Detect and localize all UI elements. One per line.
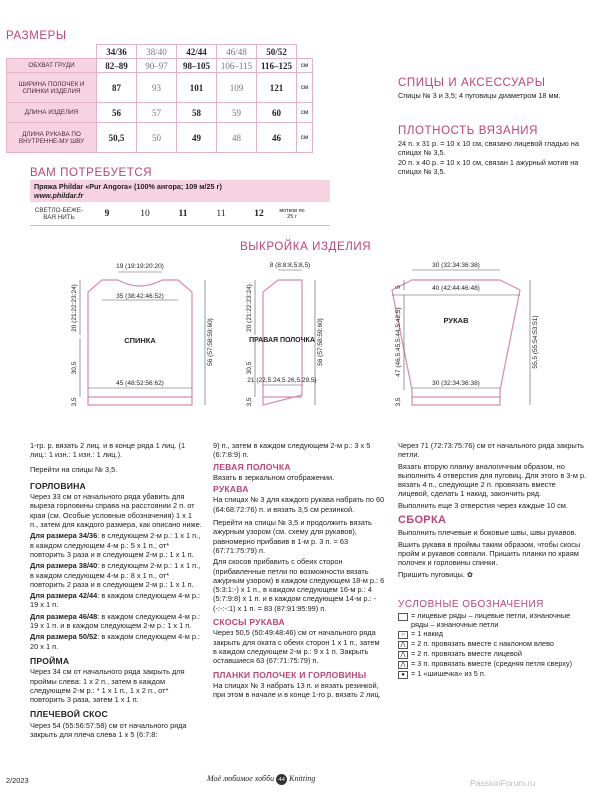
cell: 116–125 (257, 59, 297, 73)
size-instruction: Для размера 50/52: в каждом следующем 4-м р.: 20 х 1 п. (30, 632, 201, 651)
cell: 50 (137, 123, 177, 153)
col3-intro2: Вязать вторую планку аналогичным образом, но выполнить 4 отверстия для пуговиц. Для этого в 3-м р. вязать 4 п., следующие 2 п. провязать вместе лицевой, сделать 1 накид, закончить ряд. (398, 461, 587, 499)
back-name: СПИНКА (124, 336, 156, 345)
magazine-name: Моё любимое хобби (207, 774, 275, 783)
diagram-title: ВЫКРОЙКА ИЗДЕЛИЯ (240, 241, 372, 253)
cell: 60 (257, 103, 297, 123)
col1-intro2: Перейти на спицы № 3,5. (30, 464, 118, 474)
cell: 121 (257, 73, 297, 103)
back-rib-label: 3,5 (71, 397, 78, 407)
cell: 98–105 (177, 59, 217, 73)
cell: 93 (137, 73, 177, 103)
yarn-over-icon: ○ (398, 631, 408, 639)
assembly-title: СБОРКА (398, 514, 447, 527)
sleeve-body-label: 47 (46,5:45,5:44,5:42,5) (395, 307, 402, 377)
planks-title: ПЛАНКИ ПОЛОЧЕК И ГОРЛОВИНЫ (213, 669, 367, 680)
cell: 87 (97, 73, 137, 103)
sizes-table (6, 44, 313, 153)
row-label: ДЛИНА РУКАВА ПО ВНУТРЕННЕ-МУ ШВУ (7, 123, 97, 153)
col1-intro: 1-гр. р. вязать 2 лиц. и в конце ряда 1 лиц. (1 лиц.: 1 изн.: 1 изн.: 1 лиц.). (30, 441, 186, 460)
unit-cell: см (297, 103, 313, 123)
sizes-row (7, 123, 313, 153)
neck-text: Через 33 см от начального ряда убавить для выреза горловины справа на расстоянии 2 п. от края (см. Особые условные обозначения) 1 х 1 п., затем для каждого размера, как описано ниже. (30, 492, 202, 530)
magazine-footer (207, 774, 315, 785)
sizes-title: РАЗМЕРЫ (6, 30, 67, 42)
shoulder-title: ПЛЕЧЕВОЙ СКОС (30, 709, 108, 720)
sizes-row (7, 103, 313, 123)
sleeve-rib-label: 3,5 (395, 397, 402, 407)
column-3 (398, 441, 588, 680)
sizes-header-row (7, 45, 313, 59)
yarn-site: www.phildar.fr (34, 191, 84, 200)
armhole-title: ПРОЙМА (30, 655, 70, 666)
assembly-text: Выполнить плечевые и боковые швы, швы рукавов. (398, 528, 577, 538)
legend-item: ● = 1 «шишечка» из 5 п. (398, 670, 588, 679)
legend-item: ○ = 1 накид (398, 630, 588, 639)
front-bottom-label: 21 (22,5:24,5 26,5:29,5) (247, 377, 317, 384)
needles-text: Спицы № 3 и 3,5; 4 пуговицы диаметром 18 мм. (398, 91, 561, 100)
back-shoulder-label: 35 (38:42:46:52) (116, 293, 164, 300)
size-header: 46/48 (217, 45, 257, 59)
cell: 109 (217, 73, 257, 103)
sizes-row (7, 59, 313, 73)
size-instruction: Для размера 42/44: в каждом следующем 4-м р.: 19 х 1 п. (30, 591, 201, 610)
gauge-text-2: 20 п. х 40 р. = 10 х 10 см, связан 1 ажурный мотив на спицах № 3,5. (398, 158, 579, 177)
armhole-text: Через 34 см от начального ряда закрыть для проймы слева: 1 х 2 п., затем в каждом следующем 2-м р.: * 1 х 1 п., 1 х 2 п., от* повторить 3 раза, затем 1 х 1 п. (30, 667, 185, 705)
size-instruction: Для размера 46/48: в каждом следующем 4-м р.: 19 х 1 п. и в каждом следующем 2-м р.: 1 х 1 п. (30, 611, 201, 631)
row-label: ОБХВАТ ГРУДИ (7, 59, 97, 73)
size-instruction: Для размера 34/36: в следующем 2-м р.: 1 х 1 п., в каждом следующем 4-м р.: 5 х 1 п., от* повторить 3 раза и в следующем 2-м р.: 1 х 1 п. (30, 531, 201, 559)
k3tog-icon: ⋀ (398, 661, 408, 669)
sleeve-top-label: 30 (32:34:36:38) (432, 262, 480, 269)
section-name: Knitting (289, 774, 316, 783)
cell: 57 (137, 103, 177, 123)
left-front-title: ЛЕВАЯ ПОЛОЧКА (213, 461, 291, 472)
back-side-label: 30,5 (71, 361, 78, 375)
unit-cell: см (297, 59, 313, 73)
legend-title: УСЛОВНЫЕ ОБОЗНАЧЕНИЯ (398, 598, 544, 610)
front-name: ПРАВАЯ ПОЛОЧКА (249, 337, 315, 344)
assembly-text-2: Вшить рукава в проймы таким образом, чтобы скосы пройм и рукавов совпали. Пришить планки по краям полочек и горловины спинки. (398, 539, 581, 568)
cell: 106–115 (217, 59, 257, 73)
legend-item: ⋀ = 2 п. провязать вместе лицевой (398, 650, 588, 659)
shoulder-text: Через 54 (55:56:57:58) см от начального ряда закрыть для плеча слева 1 х 5 (6:7:8: (30, 720, 187, 740)
sleeve-text: На спицах № 3 для каждого рукава набрать по 60 (64:68:72:76) п. и вязать 3,5 см резинкой. (213, 495, 385, 514)
back-length-label: 56 (57:58:59:60) (207, 318, 214, 366)
col3-intro: Через 71 (72:73:75:76) см от начального ряда закрыть петли. (398, 441, 584, 460)
cell: 46 (257, 123, 297, 153)
cell: 59 (217, 103, 257, 123)
col2-intro: 9) п., затем в каждом следующем 2-м р.: 3 х 5 (6:7:8:9) п. (213, 441, 371, 460)
cell: 90–97 (137, 59, 177, 73)
size-header: 50/52 (257, 45, 297, 59)
sleeve-title: РУКАВА (213, 484, 249, 495)
cell: 56 (97, 103, 137, 123)
neck-title: ГОРЛОВИНА (30, 480, 86, 491)
k2tog-icon: ⋀ (398, 651, 408, 659)
bobble-icon: ● (398, 671, 408, 679)
planks-text: На спицах № 3 набрать 13 п. и вязать резинкой, при этом в начале и в конце 1-го р. вязать 2 лиц. (213, 680, 381, 700)
skein-count: 10 (140, 208, 150, 219)
front-rib-label: 3,5 (246, 397, 253, 407)
cell: 50,5 (97, 123, 137, 153)
bevel-text: Через 50,5 (50:49:48:46) см от начального ряда закрыть для оката с обеих сторон 1 х 1 п., затем в каждом следующем 2-м р.: 9 х 1 п. Закрыть оставшиеся 63 (67:71:75:79) п. (213, 628, 380, 666)
gauge-text-1: 24 п. х 31 р. = 10 х 10 см, связано лицевой гладью на спицах № 3,5. (398, 139, 579, 158)
cell: 58 (177, 103, 217, 123)
yarn-name: Пряжа Phildar «Pur Angora» (100% ангора; 109 м/25 г) (34, 182, 222, 191)
knit-stitch-icon (398, 613, 408, 621)
skein-count: 9 (104, 208, 110, 219)
color-label: СВЕТЛО-БЕЖЕ-ВАЯ НИТЬ (34, 206, 84, 221)
watermark: PassionForum.ru (470, 778, 536, 788)
front-armhole-label: 20 (21:22:23:24) (246, 284, 253, 332)
back-armhole-label: 20 (21:22:23:24) (71, 284, 78, 332)
assembly-text-3: Пришить пуговицы. ✿ (398, 569, 473, 579)
skein-count: 12 (254, 208, 264, 219)
size-instruction: Для размера 38/40: в следующем 2-м р.: 1 х 1 п., в каждом следующем 4-м р.: 8 х 1 п., от* повторить 2 раза и в следующем 2-м р.: 1 х 1 п. (30, 561, 201, 589)
sleeve-length-label: 55,5 (55:54:53:51) (532, 315, 539, 369)
skein-unit: мотков по 25 г (279, 207, 305, 220)
unit-cell: см (297, 123, 313, 153)
needles-title: СПИЦЫ И АКСЕССУАРЫ (398, 77, 546, 89)
size-header: 38/40 (137, 45, 177, 59)
need-title: ВАМ ПОТРЕБУЕТСЯ (30, 167, 153, 179)
column-2 (213, 441, 385, 701)
sleeve-name: РУКАВ (443, 316, 469, 325)
sleeve-mid-label: 40 (42:44:46:48) (432, 285, 480, 292)
skein-count: 11 (216, 208, 226, 219)
need-box (30, 180, 330, 226)
yarn-info (30, 180, 330, 202)
cell: 101 (177, 73, 217, 103)
legend-item: = лицевые ряды – лицевые петли, изнаночные ряды – изнаночные петли (398, 612, 588, 629)
front-side-label: 30,5 (246, 361, 253, 375)
issue-number: 2/2023 (6, 776, 29, 785)
cell: 48 (217, 123, 257, 153)
column-1 (30, 441, 202, 741)
page-number-badge: 44 (276, 774, 287, 785)
back-bottom-label: 45 (48:52:56:62) (116, 380, 164, 387)
sizes-row (7, 73, 313, 103)
left-front-text: Вязать в зеркальном отображении. (213, 472, 335, 482)
row-label: ШИРИНА ПОЛОЧЕК И СПИНКИ ИЗДЕЛИЯ (7, 73, 97, 103)
col3-intro3: Выполнить еще 3 отверстия через каждые 10 см. (398, 500, 568, 510)
k2tog-left-icon: ⋀ (398, 641, 408, 649)
gauge-title: ПЛОТНОСТЬ ВЯЗАНИЯ (398, 125, 539, 137)
row-label: ДЛИНА ИЗДЕЛИЯ (7, 103, 97, 123)
pattern-diagram (0, 250, 597, 430)
skein-count: 11 (178, 208, 188, 219)
size-header: 34/36 (97, 45, 137, 59)
size-header: 42/44 (177, 45, 217, 59)
sleeve-bottom-label: 30 (32:34:36:38) (432, 380, 480, 387)
sleeve-cap-label: 5 (395, 285, 402, 289)
sleeve-text-2: Перейти на спицы № 3,5 и продолжить вязать ажурным узором (см. схему для рукавов), равномерно прибавив в 1-м р. 3 п. = 63 (67:71:75:79) п. (213, 518, 372, 555)
end-mark-icon: ✿ (466, 571, 473, 579)
legend-item: ⋀ = 2 п. провязать вместе с наклоном влево (398, 640, 588, 649)
back-neck-label: 19 (19:19:20:20) (116, 263, 164, 270)
color-row (30, 202, 330, 226)
sleeve-text-3: Для скосов прибавить с обеих сторон (прибавленные петли по возможности вязать ажурным узором) в каждом следующем 18-м р.: 6 (5:3:1:-) х 1 п., в каждом следующем 16-м р.: 4 (5:7:9:8) х 1 п. и в каждом следующем 14-м р.: - (-:-:-:1) х 1 п. = 83 (87:91:95:99) п. (213, 557, 385, 613)
front-length-label: 56 (57:58:59:60) (317, 318, 324, 366)
cell: 82–89 (97, 59, 137, 73)
front-top-label: 8 (8:8:8,5:8,5) (269, 262, 311, 269)
legend-item: ⋀ = 3 п. провязать вместе (средняя петля сверху) (398, 660, 588, 669)
cell: 49 (177, 123, 217, 153)
bevel-title: СКОСЫ РУКАВА (213, 617, 285, 628)
unit-cell: см (297, 73, 313, 103)
